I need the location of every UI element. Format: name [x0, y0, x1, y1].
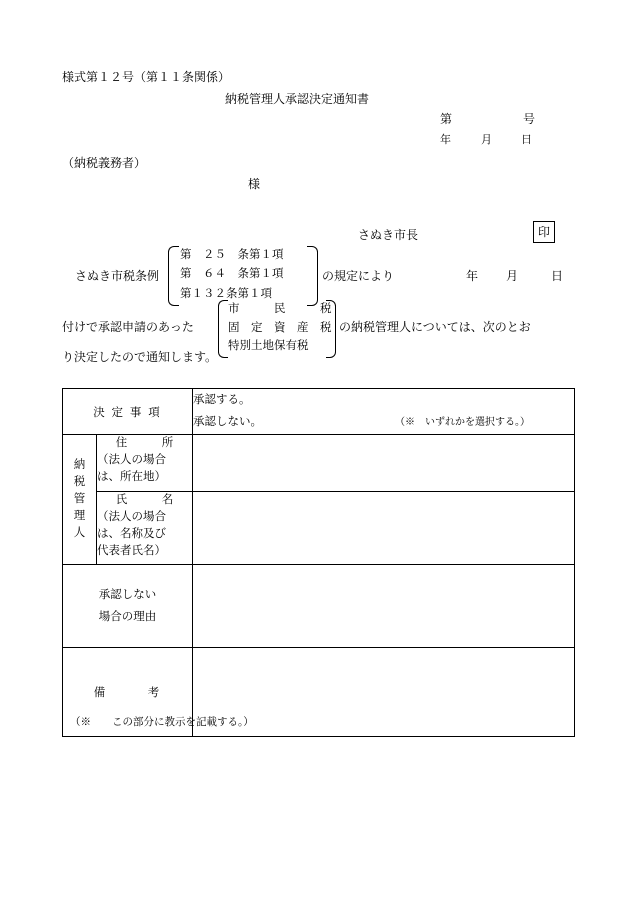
- remarks-label: 備 考: [63, 648, 193, 737]
- manager-address-label: [97, 435, 193, 492]
- issue-date-year: 年: [440, 134, 451, 146]
- reason-value[interactable]: [193, 565, 575, 648]
- reason-label-line2: 場合の理由: [98, 611, 157, 623]
- manager-side-label-1: 納: [73, 459, 86, 471]
- number-label: 第: [440, 112, 453, 126]
- decision-note: （※ いずれかを選択する。）: [400, 417, 530, 428]
- ordinance-article-1: 第 ２５ 条第１項: [180, 249, 284, 261]
- document-title: 納税管理人承認決定通知書: [225, 92, 370, 106]
- table-row-manager-address: [63, 435, 575, 492]
- decision-option-deny-row[interactable]: [193, 411, 574, 434]
- seal-stamp: 印: [533, 221, 555, 243]
- brace-right: [307, 246, 318, 306]
- tax-type-1: 市 民 税: [228, 303, 332, 315]
- applied-text: 付けで承認申請のあった: [62, 320, 194, 334]
- by-provision-text: の規定により: [322, 269, 395, 283]
- form-number: 様式第１２号（第１１条関係）: [62, 70, 231, 84]
- manager-name-label: [97, 492, 193, 565]
- tax-type-group: [218, 300, 336, 356]
- brace-left-2: [218, 300, 228, 358]
- brace-left: [168, 246, 179, 306]
- addressee-honorific: 様: [248, 177, 261, 191]
- footnote: （※ この部分に教示を記載する。）: [70, 717, 254, 728]
- manager-name-label-line3: は、名称及び: [97, 528, 166, 540]
- decision-label: 決 定 事 項: [63, 389, 193, 435]
- application-date-month: 月: [506, 269, 519, 283]
- manager-side-label-2: 税: [73, 476, 86, 488]
- table-row-reason: [63, 565, 575, 648]
- manager-name-label-line1: 氏 名: [115, 494, 174, 506]
- reason-label: [63, 565, 193, 648]
- manager-side-label-4: 理: [73, 510, 86, 522]
- issuer-name: さぬき市長: [358, 228, 419, 242]
- manager-side-label-3: 管: [73, 493, 86, 505]
- reason-label-line1: 承認しない: [98, 589, 157, 601]
- table-row-decision: [63, 389, 575, 435]
- taxpayer-label: （納税義務者）: [62, 156, 147, 170]
- issue-date-day: 日: [521, 134, 532, 146]
- closing-text: り決定したので通知します。: [62, 350, 218, 364]
- application-date-year: 年: [466, 269, 479, 283]
- manager-address-label-line3: は、所在地）: [97, 471, 166, 483]
- manager-side-label: [63, 435, 97, 565]
- manager-address-label-line2: （法人の場合: [97, 454, 166, 466]
- manager-address-label-line1: 住 所: [115, 437, 174, 449]
- application-date-day: 日: [551, 269, 564, 283]
- ordinance-prefix: さぬき市税条例: [75, 269, 160, 283]
- ordinance-article-3: 第１３２条第１項: [180, 287, 272, 300]
- number-unit: 号: [523, 112, 536, 126]
- issue-date-month: 月: [481, 134, 492, 146]
- tax-type-2: 固 定 資 産 税: [228, 321, 332, 334]
- manager-address-value[interactable]: [193, 435, 575, 492]
- manager-side-label-5: 人: [73, 527, 86, 539]
- tax-type-3: 特別土地保有税: [228, 340, 309, 353]
- manager-name-label-line4: 代表者氏名）: [97, 545, 166, 557]
- manager-name-label-line2: （法人の場合: [97, 511, 166, 523]
- ordinance-article-group: [168, 246, 318, 304]
- decision-option-approve[interactable]: 承認する。: [193, 394, 251, 406]
- table-row-manager-name: [63, 492, 575, 565]
- decision-table: [62, 388, 575, 737]
- decision-option-deny[interactable]: 承認しない。: [193, 416, 262, 428]
- after-tax-text: の納税管理人については、次のとお: [339, 320, 531, 334]
- manager-name-value[interactable]: [193, 492, 575, 565]
- decision-options-cell[interactable]: [193, 389, 575, 435]
- ordinance-article-2: 第 ６４ 条第１項: [180, 268, 284, 281]
